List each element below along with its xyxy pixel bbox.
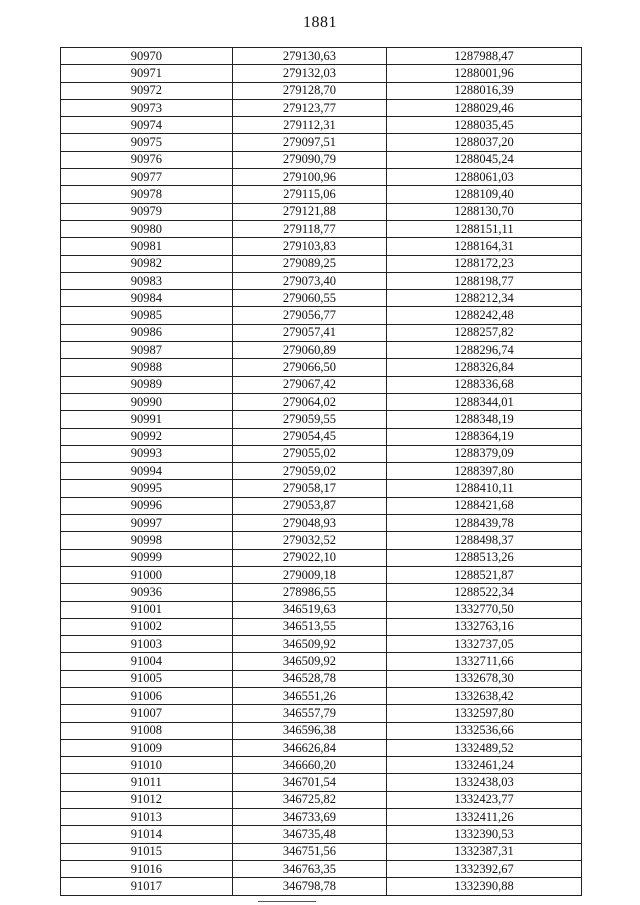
y-coordinate-cell: 1288029,46 [387, 99, 582, 116]
x-coordinate-cell: 346509,92 [232, 636, 387, 653]
coordinates-table [60, 47, 582, 896]
point-id-cell: 91000 [61, 566, 233, 583]
x-coordinate-cell: 346798,78 [232, 878, 387, 895]
y-coordinate-cell: 1332387,31 [387, 843, 582, 860]
point-id-cell: 91004 [61, 653, 233, 670]
x-coordinate-cell: 346557,79 [232, 705, 387, 722]
x-coordinate-cell: 346701,54 [232, 774, 387, 791]
x-coordinate-cell: 279060,89 [232, 342, 387, 359]
x-coordinate-cell: 346626,84 [232, 739, 387, 756]
x-coordinate-cell: 279060,55 [232, 290, 387, 307]
table-row [61, 82, 582, 99]
table-row [61, 117, 582, 134]
x-coordinate-cell: 279090,79 [232, 151, 387, 168]
y-coordinate-cell: 1288379,09 [387, 445, 582, 462]
x-coordinate-cell: 279112,31 [232, 117, 387, 134]
x-coordinate-cell: 279057,41 [232, 324, 387, 341]
point-id-cell: 90970 [61, 48, 233, 65]
y-coordinate-cell: 1288344,01 [387, 393, 582, 410]
point-id-cell: 91009 [61, 739, 233, 756]
point-id-cell: 90994 [61, 463, 233, 480]
table-row [61, 826, 582, 843]
y-coordinate-cell: 1332597,80 [387, 705, 582, 722]
y-coordinate-cell: 1332770,50 [387, 601, 582, 618]
table-row [61, 203, 582, 220]
point-id-cell: 90978 [61, 186, 233, 203]
y-coordinate-cell: 1288410,11 [387, 480, 582, 497]
y-coordinate-cell: 1288172,23 [387, 255, 582, 272]
x-coordinate-cell: 279022,10 [232, 549, 387, 566]
y-coordinate-cell: 1332390,88 [387, 878, 582, 895]
x-coordinate-cell: 279123,77 [232, 99, 387, 116]
table-row [61, 497, 582, 514]
point-id-cell: 90997 [61, 515, 233, 532]
point-id-cell: 90981 [61, 238, 233, 255]
point-id-cell: 90980 [61, 220, 233, 237]
point-id-cell: 91016 [61, 860, 233, 877]
y-coordinate-cell: 1288198,77 [387, 272, 582, 289]
point-id-cell: 90975 [61, 134, 233, 151]
point-id-cell: 90936 [61, 584, 233, 601]
table-row [61, 255, 582, 272]
point-id-cell: 90983 [61, 272, 233, 289]
point-id-cell: 91013 [61, 809, 233, 826]
x-coordinate-cell: 346660,20 [232, 757, 387, 774]
table-row [61, 463, 582, 480]
table-row [61, 480, 582, 497]
y-coordinate-cell: 1288016,39 [387, 82, 582, 99]
y-coordinate-cell: 1288045,24 [387, 151, 582, 168]
y-coordinate-cell: 1332411,26 [387, 809, 582, 826]
x-coordinate-cell: 346513,55 [232, 618, 387, 635]
x-coordinate-cell: 279067,42 [232, 376, 387, 393]
point-id-cell: 91002 [61, 618, 233, 635]
point-id-cell: 91014 [61, 826, 233, 843]
point-id-cell: 91008 [61, 722, 233, 739]
table-row [61, 705, 582, 722]
x-coordinate-cell: 279103,83 [232, 238, 387, 255]
point-id-cell: 90986 [61, 324, 233, 341]
table-row [61, 238, 582, 255]
table-row [61, 636, 582, 653]
table-row [61, 549, 582, 566]
y-coordinate-cell: 1288242,48 [387, 307, 582, 324]
point-id-cell: 90985 [61, 307, 233, 324]
x-coordinate-cell: 279130,63 [232, 48, 387, 65]
y-coordinate-cell: 1332536,66 [387, 722, 582, 739]
table-row [61, 307, 582, 324]
x-coordinate-cell: 278986,55 [232, 584, 387, 601]
table-row [61, 843, 582, 860]
y-coordinate-cell: 1288439,78 [387, 515, 582, 532]
table-row [61, 220, 582, 237]
point-id-cell: 90974 [61, 117, 233, 134]
point-id-cell: 90993 [61, 445, 233, 462]
y-coordinate-cell: 1288151,11 [387, 220, 582, 237]
x-coordinate-cell: 279128,70 [232, 82, 387, 99]
table-row [61, 860, 582, 877]
y-coordinate-cell: 1288061,03 [387, 169, 582, 186]
y-coordinate-cell: 1332737,05 [387, 636, 582, 653]
point-id-cell: 91011 [61, 774, 233, 791]
table-row [61, 186, 582, 203]
table-row [61, 757, 582, 774]
x-coordinate-cell: 279054,45 [232, 428, 387, 445]
table-row [61, 618, 582, 635]
table-row [61, 48, 582, 65]
coordinates-table-body [61, 48, 582, 896]
point-id-cell: 90990 [61, 393, 233, 410]
y-coordinate-cell: 1287988,47 [387, 48, 582, 65]
y-coordinate-cell: 1332638,42 [387, 687, 582, 704]
y-coordinate-cell: 1288397,80 [387, 463, 582, 480]
point-id-cell: 90982 [61, 255, 233, 272]
point-id-cell: 90988 [61, 359, 233, 376]
x-coordinate-cell: 279048,93 [232, 515, 387, 532]
table-row [61, 809, 582, 826]
y-coordinate-cell: 1332489,52 [387, 739, 582, 756]
point-id-cell: 91010 [61, 757, 233, 774]
point-id-cell: 90976 [61, 151, 233, 168]
y-coordinate-cell: 1332678,30 [387, 670, 582, 687]
table-row [61, 515, 582, 532]
y-coordinate-cell: 1288296,74 [387, 342, 582, 359]
y-coordinate-cell: 1288109,40 [387, 186, 582, 203]
table-row [61, 411, 582, 428]
point-id-cell: 90991 [61, 411, 233, 428]
x-coordinate-cell: 346519,63 [232, 601, 387, 618]
table-row [61, 342, 582, 359]
scan-artifact-line [258, 901, 316, 902]
table-row [61, 99, 582, 116]
x-coordinate-cell: 346596,38 [232, 722, 387, 739]
y-coordinate-cell: 1288348,19 [387, 411, 582, 428]
y-coordinate-cell: 1288336,68 [387, 376, 582, 393]
table-row [61, 290, 582, 307]
y-coordinate-cell: 1332390,53 [387, 826, 582, 843]
point-id-cell: 90971 [61, 65, 233, 82]
point-id-cell: 90999 [61, 549, 233, 566]
x-coordinate-cell: 279073,40 [232, 272, 387, 289]
point-id-cell: 90992 [61, 428, 233, 445]
table-row [61, 272, 582, 289]
x-coordinate-cell: 279118,77 [232, 220, 387, 237]
table-row [61, 584, 582, 601]
point-id-cell: 90987 [61, 342, 233, 359]
x-coordinate-cell: 279089,25 [232, 255, 387, 272]
table-row [61, 169, 582, 186]
point-id-cell: 91015 [61, 843, 233, 860]
x-coordinate-cell: 346528,78 [232, 670, 387, 687]
point-id-cell: 91012 [61, 791, 233, 808]
table-row [61, 428, 582, 445]
table-row [61, 722, 582, 739]
x-coordinate-cell: 279100,96 [232, 169, 387, 186]
x-coordinate-cell: 279121,88 [232, 203, 387, 220]
table-row [61, 445, 582, 462]
y-coordinate-cell: 1288035,45 [387, 117, 582, 134]
table-row [61, 376, 582, 393]
x-coordinate-cell: 279009,18 [232, 566, 387, 583]
y-coordinate-cell: 1332423,77 [387, 791, 582, 808]
table-row [61, 601, 582, 618]
table-row [61, 324, 582, 341]
page-number: 1881 [303, 14, 337, 31]
x-coordinate-cell: 279058,17 [232, 480, 387, 497]
table-row [61, 687, 582, 704]
point-id-cell: 90989 [61, 376, 233, 393]
table-row [61, 566, 582, 583]
table-row [61, 151, 582, 168]
point-id-cell: 91001 [61, 601, 233, 618]
point-id-cell: 91003 [61, 636, 233, 653]
point-id-cell: 90977 [61, 169, 233, 186]
x-coordinate-cell: 346735,48 [232, 826, 387, 843]
x-coordinate-cell: 279053,87 [232, 497, 387, 514]
x-coordinate-cell: 346509,92 [232, 653, 387, 670]
table-row [61, 774, 582, 791]
x-coordinate-cell: 279115,06 [232, 186, 387, 203]
y-coordinate-cell: 1288364,19 [387, 428, 582, 445]
point-id-cell: 91017 [61, 878, 233, 895]
y-coordinate-cell: 1332392,67 [387, 860, 582, 877]
table-row [61, 134, 582, 151]
y-coordinate-cell: 1288498,37 [387, 532, 582, 549]
y-coordinate-cell: 1288522,34 [387, 584, 582, 601]
y-coordinate-cell: 1288257,82 [387, 324, 582, 341]
x-coordinate-cell: 346733,69 [232, 809, 387, 826]
table-row [61, 670, 582, 687]
y-coordinate-cell: 1332461,24 [387, 757, 582, 774]
y-coordinate-cell: 1288037,20 [387, 134, 582, 151]
table-row [61, 878, 582, 895]
x-coordinate-cell: 279132,03 [232, 65, 387, 82]
y-coordinate-cell: 1288001,96 [387, 65, 582, 82]
y-coordinate-cell: 1288421,68 [387, 497, 582, 514]
point-id-cell: 91006 [61, 687, 233, 704]
y-coordinate-cell: 1288164,31 [387, 238, 582, 255]
y-coordinate-cell: 1288326,84 [387, 359, 582, 376]
y-coordinate-cell: 1288513,26 [387, 549, 582, 566]
y-coordinate-cell: 1288212,34 [387, 290, 582, 307]
x-coordinate-cell: 346551,26 [232, 687, 387, 704]
table-row [61, 791, 582, 808]
x-coordinate-cell: 279032,52 [232, 532, 387, 549]
x-coordinate-cell: 346725,82 [232, 791, 387, 808]
y-coordinate-cell: 1288130,70 [387, 203, 582, 220]
point-id-cell: 90979 [61, 203, 233, 220]
x-coordinate-cell: 279066,50 [232, 359, 387, 376]
x-coordinate-cell: 279059,02 [232, 463, 387, 480]
x-coordinate-cell: 279064,02 [232, 393, 387, 410]
x-coordinate-cell: 279097,51 [232, 134, 387, 151]
point-id-cell: 91007 [61, 705, 233, 722]
point-id-cell: 90998 [61, 532, 233, 549]
point-id-cell: 90984 [61, 290, 233, 307]
point-id-cell: 90972 [61, 82, 233, 99]
table-row [61, 393, 582, 410]
table-row [61, 359, 582, 376]
y-coordinate-cell: 1332711,66 [387, 653, 582, 670]
table-row [61, 532, 582, 549]
x-coordinate-cell: 279059,55 [232, 411, 387, 428]
point-id-cell: 90973 [61, 99, 233, 116]
point-id-cell: 91005 [61, 670, 233, 687]
x-coordinate-cell: 346751,56 [232, 843, 387, 860]
x-coordinate-cell: 279056,77 [232, 307, 387, 324]
y-coordinate-cell: 1332763,16 [387, 618, 582, 635]
table-row [61, 739, 582, 756]
y-coordinate-cell: 1332438,03 [387, 774, 582, 791]
table-row [61, 65, 582, 82]
x-coordinate-cell: 346763,35 [232, 860, 387, 877]
x-coordinate-cell: 279055,02 [232, 445, 387, 462]
point-id-cell: 90995 [61, 480, 233, 497]
point-id-cell: 90996 [61, 497, 233, 514]
y-coordinate-cell: 1288521,87 [387, 566, 582, 583]
table-row [61, 653, 582, 670]
